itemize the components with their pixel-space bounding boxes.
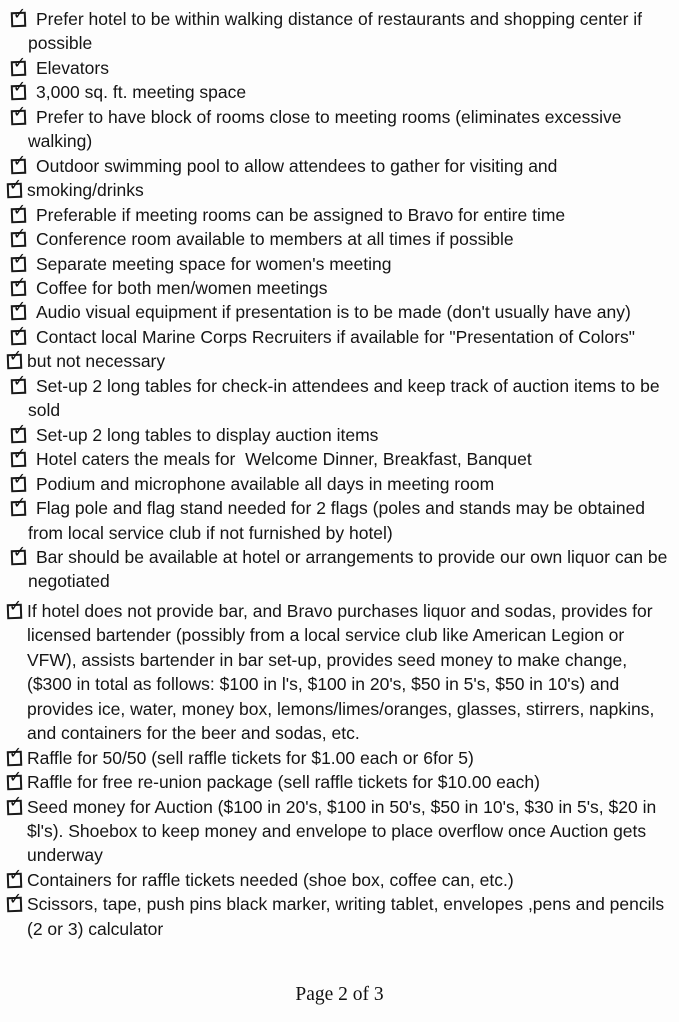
checked-checkbox-icon xyxy=(11,150,27,174)
checked-checkbox-icon xyxy=(7,864,23,889)
checklist-item xyxy=(0,297,669,324)
checkmark-glyph: ✓ xyxy=(12,541,27,562)
checkmark-glyph: ✓ xyxy=(12,223,27,244)
checked-checkbox-icon xyxy=(11,468,27,492)
checkmark-glyph: ✓ xyxy=(12,468,27,488)
checked-checkbox-icon xyxy=(11,77,27,101)
checklist-item-text: Preferable if meeting rooms can be assigned to Bravo for entire time xyxy=(36,204,566,225)
checklist-item xyxy=(0,174,669,202)
checkmark-glyph: ✓ xyxy=(8,791,23,811)
checked-checkbox-icon xyxy=(11,297,27,321)
checkmark-glyph: ✓ xyxy=(8,766,23,787)
checklist-item xyxy=(0,3,669,56)
checkmark-glyph: ✓ xyxy=(12,101,27,122)
checklist-item-text: smoking/drinks xyxy=(27,180,144,201)
checkmark-glyph: ✓ xyxy=(8,889,23,909)
checklist-item xyxy=(0,742,669,770)
checklist-item xyxy=(0,150,669,178)
checkmark-glyph: ✓ xyxy=(12,492,27,513)
checkmark-glyph: ✓ xyxy=(8,864,23,885)
checklist-item-text: Bar should be available at hotel or arrangements to provide our own liquor can be negotiated xyxy=(28,546,673,592)
checklist-item-text: Prefer hotel to be within walking distance of restaurants and shopping center if possible xyxy=(28,9,647,54)
checklist-item-text: Raffle for free re-union package (sell raffle tickets for $10.00 each) xyxy=(27,772,540,793)
checked-checkbox-icon xyxy=(11,541,27,566)
checklist-item-text: Set-up 2 long tables for check-in attendees and keep track of auction items to be sold xyxy=(28,375,665,421)
checkmark-glyph: ✓ xyxy=(8,174,23,195)
checked-checkbox-icon xyxy=(11,272,27,297)
checked-checkbox-icon xyxy=(11,223,27,248)
checklist-item-text: Set-up 2 long tables to display auction items xyxy=(36,424,379,445)
checked-checkbox-icon xyxy=(7,595,23,620)
checkmark-glyph: ✓ xyxy=(12,248,27,268)
checklist-item xyxy=(0,52,669,80)
checkmark-glyph: ✓ xyxy=(12,297,27,317)
checked-checkbox-icon xyxy=(7,889,23,913)
checklist-item xyxy=(0,248,669,276)
checklist-item-text: Coffee for both men/women meetings xyxy=(36,277,328,298)
checked-checkbox-icon xyxy=(11,248,27,272)
checklist-item-text: Conference room available to members at all times if possible xyxy=(36,229,514,250)
checklist-item-text: but not necessary xyxy=(27,351,166,372)
checked-checkbox-icon xyxy=(11,321,27,346)
checklist-item xyxy=(0,199,669,227)
checkmark-glyph: ✓ xyxy=(12,321,27,342)
checked-checkbox-icon xyxy=(11,101,27,126)
checked-checkbox-icon xyxy=(11,370,27,395)
checkmark-glyph: ✓ xyxy=(8,346,23,366)
checklist-item xyxy=(0,223,669,251)
checkmark-glyph: ✓ xyxy=(8,742,23,762)
checklist-item xyxy=(0,419,669,447)
checked-checkbox-icon xyxy=(7,791,23,815)
checklist-item xyxy=(0,766,669,794)
checklist-item-text: Scissors, tape, push pins black marker, writing tablet, envelopes ,pens and pencils (2 or 3) calculator xyxy=(27,894,670,939)
checkmark-glyph: ✓ xyxy=(12,77,27,97)
checklist-item-text: Outdoor swimming pool to allow attendees to gather for visiting and xyxy=(36,155,558,176)
checked-checkbox-icon xyxy=(11,443,27,468)
checklist-item xyxy=(0,595,669,746)
checked-checkbox-icon xyxy=(7,346,23,370)
checkmark-glyph: ✓ xyxy=(8,595,23,616)
checklist-item xyxy=(0,272,669,300)
checklist-item-text: Separate meeting space for women's meeting xyxy=(36,253,392,274)
checkmark-glyph: ✓ xyxy=(12,199,27,219)
checklist-item-text: Prefer to have block of rooms close to meeting rooms (eliminates excessive walking) xyxy=(28,106,627,152)
checked-checkbox-icon xyxy=(11,3,27,28)
checkmark-glyph: ✓ xyxy=(12,272,27,293)
checklist xyxy=(0,3,673,941)
checkmark-glyph: ✓ xyxy=(12,52,27,73)
checklist-item-text: Elevators xyxy=(36,57,109,78)
checklist-item xyxy=(0,889,670,941)
checklist-item xyxy=(0,864,669,892)
checkmark-glyph: ✓ xyxy=(12,443,27,464)
checkmark-glyph: ✓ xyxy=(12,419,27,439)
checked-checkbox-icon xyxy=(7,766,23,791)
checklist-item xyxy=(0,791,669,868)
checklist-item xyxy=(0,468,669,496)
checkmark-glyph: ✓ xyxy=(12,370,27,390)
checked-checkbox-icon xyxy=(11,52,27,77)
checked-checkbox-icon xyxy=(11,199,27,223)
checklist-item-text: Podium and microphone available all days in meeting room xyxy=(36,473,495,494)
checked-checkbox-icon xyxy=(7,742,23,766)
checklist-item-text: Containers for raffle tickets needed (shoe box, coffee can, etc.) xyxy=(27,869,514,890)
checklist-item-text: Seed money for Auction ($100 in 20's, $100 in 50's, $50 in 10's, $30 in 5's, $20 in $l's). Shoebox to keep money and envelope to place overflow once Auction gets underway xyxy=(27,796,662,866)
checklist-item-text: If hotel does not provide bar, and Bravo purchases liquor and sodas, provides for licensed bartender (possibly from a local service club like American Legion or VFW), assists bartender in bar set-up, provides seed money to make change, ($300 in total as follows: $100 in l's, $100 in 20's, $50 in 5's, $50 in 10's) and provides ice, water, money box, lemons/limes/oranges, glasses, stirrers, napkins, and containers for the beer and sodas, etc. xyxy=(27,600,660,744)
checklist-item xyxy=(0,492,669,545)
checklist-item xyxy=(0,541,673,594)
checklist-item-text: Raffle for 50/50 (sell raffle tickets for $1.00 each or 6for 5) xyxy=(27,747,474,768)
checklist-item xyxy=(0,443,669,471)
checklist-item-text: Contact local Marine Corps Recruiters if available for "Presentation of Colors" xyxy=(36,326,635,347)
checklist-item-text: Audio visual equipment if presentation is to be made (don't usually have any) xyxy=(36,302,631,323)
checklist-item xyxy=(0,77,669,104)
page-number: Page 2 of 3 xyxy=(295,984,384,1005)
checkmark-glyph: ✓ xyxy=(12,150,27,170)
checklist-item xyxy=(0,321,669,349)
checklist-item xyxy=(0,101,669,154)
checked-checkbox-icon xyxy=(11,492,27,517)
checklist-item xyxy=(0,370,669,423)
checked-checkbox-icon xyxy=(7,174,23,199)
checked-checkbox-icon xyxy=(11,419,27,443)
checkmark-glyph: ✓ xyxy=(12,3,27,24)
checklist-item-text: Hotel caters the meals for Welcome Dinner, Breakfast, Banquet xyxy=(36,449,532,470)
checklist-item-text: 3,000 sq. ft. meeting space xyxy=(36,82,247,103)
checklist-item-text: Flag pole and flag stand needed for 2 flags (poles and stands may be obtained from local service club if not furnished by hotel) xyxy=(28,498,650,543)
checklist-item xyxy=(0,346,669,373)
